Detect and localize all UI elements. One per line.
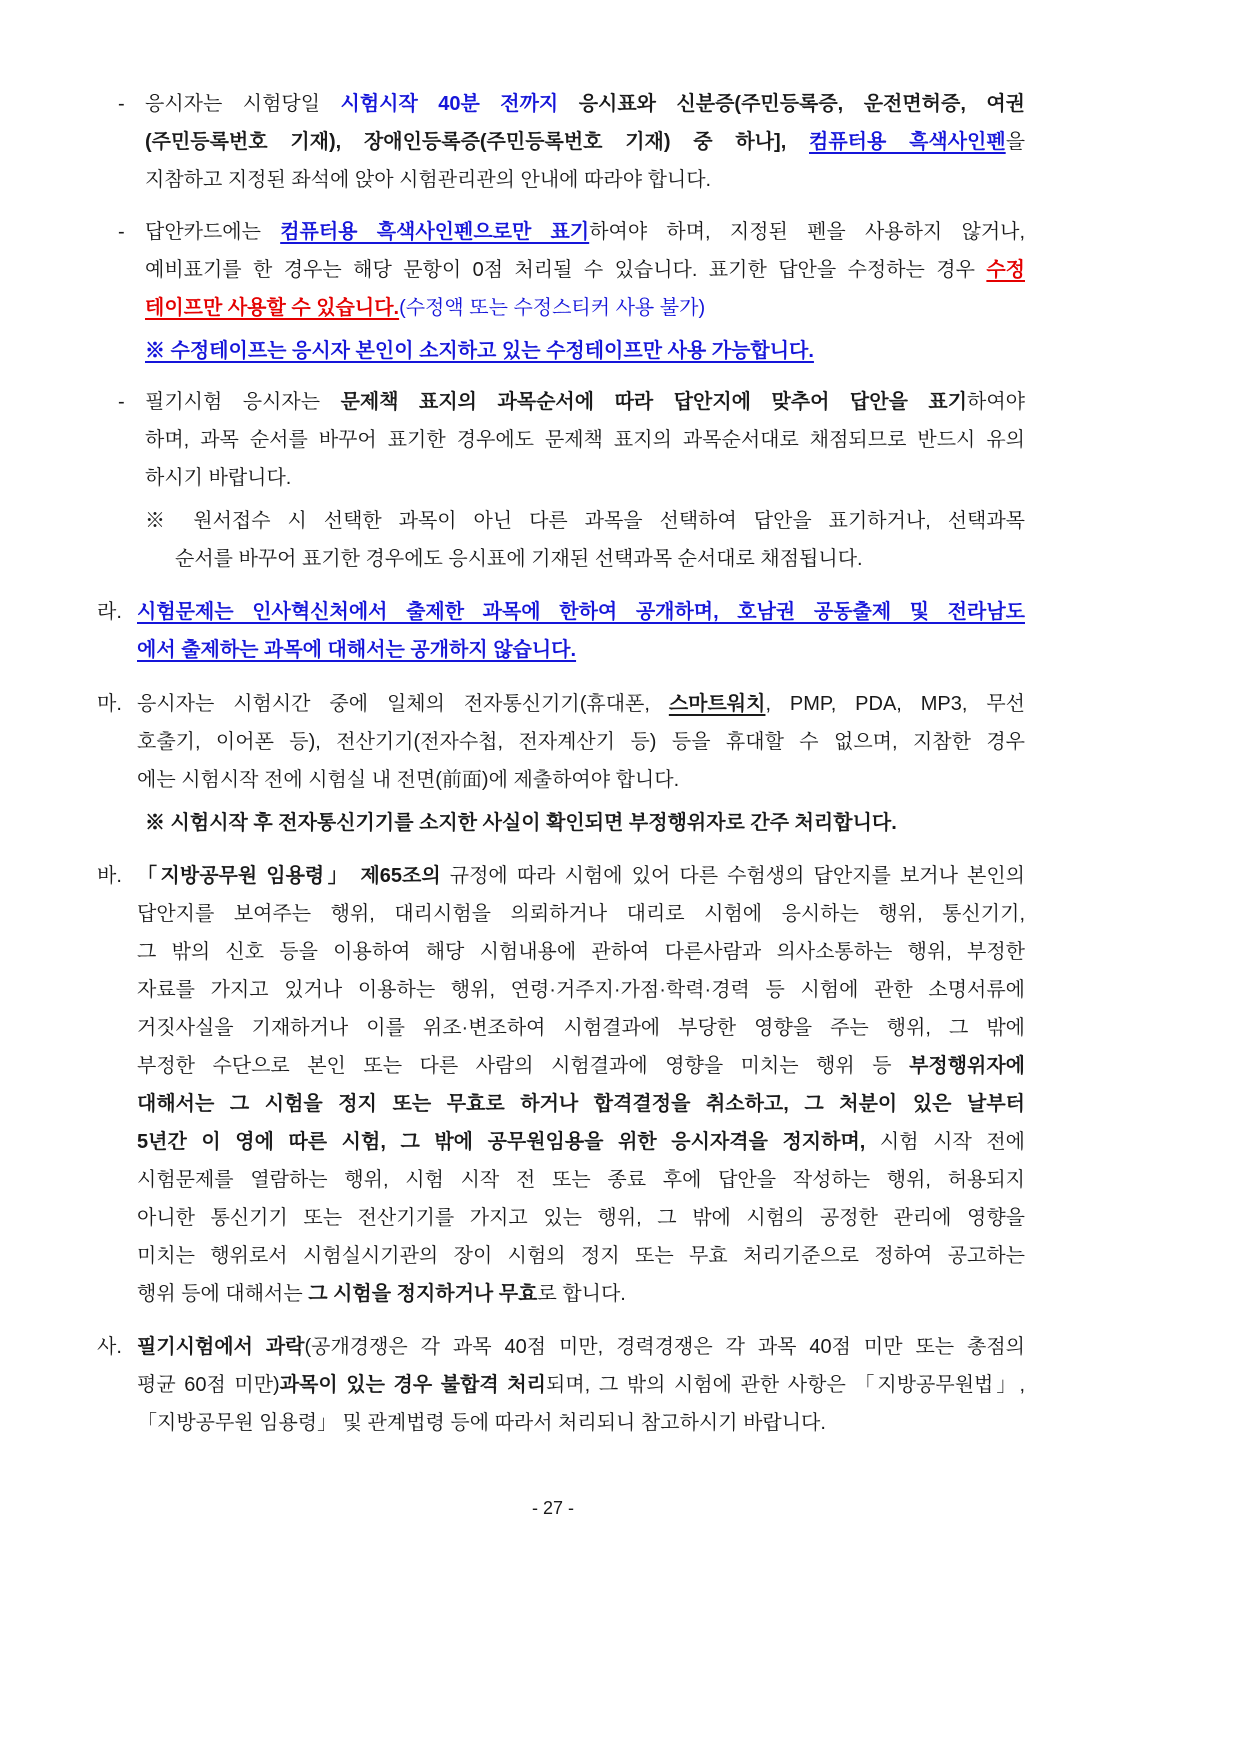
emphasis-text: 컴퓨터용 흑색사인펜 — [809, 131, 1006, 153]
text-line — [137, 1161, 1025, 1199]
text-run — [558, 93, 578, 115]
list-dash-marker: - — [118, 221, 125, 243]
text-run: , PMP, PDA, MP3, 무선 — [765, 693, 1025, 715]
text-line — [145, 123, 1025, 161]
text-run: 부정한 수단으로 본인 또는 다른 사람의 시험결과에 영향을 미치는 행위 등 — [137, 1055, 910, 1077]
section-marker: 마. — [97, 693, 122, 715]
list-item-exam-day — [0, 85, 1239, 199]
text-line — [137, 1237, 1025, 1275]
text-line — [145, 161, 1025, 199]
text-line — [145, 251, 1025, 289]
text-run: 에는 시험시작 전에 시험실 내 전면(前面)에 제출하여야 합니다. — [137, 769, 680, 791]
text-line — [137, 1085, 1025, 1123]
bold-text: ※ 시험시작 후 전자통신기기를 소지한 사실이 확인되면 부정행위자로 간주 처리합니다. — [145, 812, 897, 834]
text-line — [137, 1123, 1025, 1161]
text-run: 예비표기를 한 경우는 해당 문항이 0점 처리될 수 있습니다. 표기한 답안을 수정하는 경우 — [145, 259, 987, 281]
section-ra-exam-questions — [0, 593, 1239, 669]
bold-text: (주민등록번호 기재), 장애인등록증(주민등록번호 기재) 중 하나], — [145, 131, 787, 153]
text-line — [137, 1199, 1025, 1237]
text-run — [786, 131, 809, 153]
text-line — [137, 1009, 1025, 1047]
text-run: 거짓사실을 기재하거나 이를 위조·변조하여 시험결과에 부당한 영향을 주는 행위, 그 밖에 — [137, 1017, 1025, 1039]
bold-text: 5년간 이 영에 따른 시험, 그 밖에 공무원임용을 위한 응시자격을 정지하며, — [137, 1131, 866, 1153]
text-line — [137, 723, 1025, 761]
list-item-answer-card — [0, 213, 1239, 370]
list-item-written-exam — [0, 383, 1239, 578]
note-line — [145, 804, 1025, 842]
text-line — [137, 1047, 1025, 1085]
text-line — [137, 857, 1025, 895]
emphasis-text: 컴퓨터용 흑색사인펜으로만 표기 — [280, 221, 590, 243]
text-line — [137, 593, 1025, 631]
section-marker: 사. — [97, 1336, 122, 1358]
bold-text: 필기시험에서 과락 — [137, 1336, 305, 1358]
section-marker: 라. — [97, 601, 122, 623]
text-run: 하시기 바랍니다. — [145, 467, 292, 489]
text-run: 을 — [1005, 131, 1026, 153]
text-line — [137, 933, 1025, 971]
emphasis-text: 시험시작 40분 전까지 — [340, 93, 559, 115]
text-line — [137, 895, 1025, 933]
text-run: 그 밖의 신호 등을 이용하여 해당 시험내용에 관하여 다른사람과 의사소통하는 행위, 부정한 — [137, 941, 1025, 963]
note-line — [145, 332, 1025, 370]
text-run: 순서를 바꾸어 표기한 경우에도 응시표에 기재된 선택과목 순서대로 채점됩니다. — [175, 548, 863, 570]
bold-text: 그 시험을 정지하거나 무효 — [308, 1283, 538, 1305]
text-line — [145, 421, 1025, 459]
section-sa-failing-score — [0, 1328, 1239, 1442]
text-line — [137, 971, 1025, 1009]
text-run: 행위 등에 대해서는 — [137, 1283, 309, 1305]
section-marker: 바. — [97, 865, 122, 887]
text-run: ※ 원서접수 시 선택한 과목이 아닌 다른 과목을 선택하여 답안을 표기하거나, 선택과목 — [145, 510, 1025, 532]
text-line — [137, 1404, 1025, 1442]
bold-text: 「지방공무원 임용령」 제65조의 — [137, 865, 441, 887]
text-run: (공개경쟁은 각 과목 40점 미만, 경력경쟁은 각 과목 40점 미만 또는 총점의 — [304, 1336, 1025, 1358]
bold-text: 대해서는 그 시험을 정지 또는 무효로 하거나 합격결정을 취소하고, 그 처분이 있은 날부터 — [137, 1093, 1025, 1115]
text-run: 하여야 하며, 지정된 펜을 사용하지 않거나, — [589, 221, 1026, 243]
note-line — [175, 540, 1025, 578]
section-ba-misconduct — [0, 857, 1239, 1313]
text-run: 시험문제를 열람하는 행위, 시험 시작 전 또는 종료 후에 답안을 작성하는 행위, 허용되지 — [137, 1169, 1025, 1191]
text-run: 호출기, 이어폰 등), 전산기기(전자수첩, 전자계산기 등) 등을 휴대할 수 없으며, 지참한 경우 — [137, 731, 1025, 753]
text-run: 로 합니다. — [537, 1283, 626, 1305]
text-run: 규정에 따라 시험에 있어 다른 수험생의 답안지를 보거나 본인의 — [440, 865, 1025, 887]
text-run: 자료를 가지고 있거나 이용하는 행위, 연령·거주지·가점·학력·경력 등 시험에 관한 소명서류에 — [137, 979, 1025, 1001]
text-run: 시험 시작 전에 — [865, 1131, 1025, 1153]
list-dash-marker: - — [118, 93, 125, 115]
emphasis-text: 시험문제는 인사혁신처에서 출제한 과목에 한하여 공개하며, 호남권 공동출제 및 전라남도 — [137, 601, 1025, 623]
text-line — [137, 685, 1025, 723]
text-line — [137, 631, 1025, 669]
bold-text: 과목이 있는 경우 불합격 처리 — [279, 1374, 547, 1396]
text-line — [145, 85, 1025, 123]
text-line — [145, 383, 1025, 421]
text-run: 미치는 행위로서 시험실시기관의 장이 시험의 정지 또는 무효 처리기준으로 정하여 공고하는 — [137, 1245, 1025, 1267]
text-run: 지참하고 지정된 좌석에 앉아 시험관리관의 안내에 따라야 합니다. — [145, 169, 712, 191]
emphasis-text: 에서 출제하는 과목에 대해서는 공개하지 않습니다. — [137, 639, 577, 661]
list-dash-marker: - — [118, 391, 125, 413]
warning-text: 수정 — [986, 259, 1025, 281]
info-text: (수정액 또는 수정스티커 사용 불가) — [399, 297, 706, 319]
warning-text: 테이프만 사용할 수 있습니다. — [145, 297, 400, 319]
text-line — [137, 1275, 1025, 1313]
text-run: 「지방공무원 임용령」 및 관계법령 등에 따라서 처리되니 참고하시기 바랍니다. — [137, 1412, 826, 1434]
text-line — [145, 213, 1025, 251]
page-number: - 27 - — [531, 1498, 574, 1518]
text-run: 답안지를 보여주는 행위, 대리시험을 의뢰하거나 대리로 시험에 응시하는 행위, 통신기기, — [137, 903, 1025, 925]
text-run: 아니한 통신기기 또는 전산기기를 가지고 있는 행위, 그 밖에 시험의 공정한 관리에 영향을 — [137, 1207, 1025, 1229]
text-run: 하며, 과목 순서를 바꾸어 표기한 경우에도 문제책 표지의 과목순서대로 채점되므로 반드시 유의 — [145, 429, 1025, 451]
text-run: 필기시험 응시자는 — [145, 391, 341, 413]
text-run: 응시자는 시험당일 — [145, 93, 341, 115]
bold-text: 문제책 표지의 과목순서에 따라 답안지에 맞추어 답안을 표기 — [340, 391, 968, 413]
text-run: 답안카드에는 — [145, 221, 281, 243]
bold-text: 부정행위자에 — [909, 1055, 1025, 1077]
section-ma-devices — [0, 685, 1239, 842]
text-line — [137, 1366, 1025, 1404]
text-run: 되며, 그 밖의 시험에 관한 사항은 「지방공무원법」, — [546, 1374, 1025, 1396]
text-line — [145, 289, 1025, 327]
text-run: 응시자는 시험시간 중에 일체의 전자통신기기(휴대폰, — [137, 693, 669, 715]
note-line — [145, 502, 1025, 540]
text-line — [145, 459, 1025, 497]
bold-text: 스마트워치 — [668, 693, 766, 715]
text-run: 평균 60점 미만) — [137, 1374, 280, 1396]
text-line — [137, 1328, 1025, 1366]
text-line — [137, 761, 1025, 799]
emphasis-text: ※ 수정테이프는 응시자 본인이 소지하고 있는 수정테이프만 사용 가능합니다. — [145, 340, 814, 362]
bold-text: 응시표와 신분증(주민등록증, 운전면허증, 여권 — [578, 93, 1025, 115]
text-run: 하여야 — [967, 391, 1025, 413]
